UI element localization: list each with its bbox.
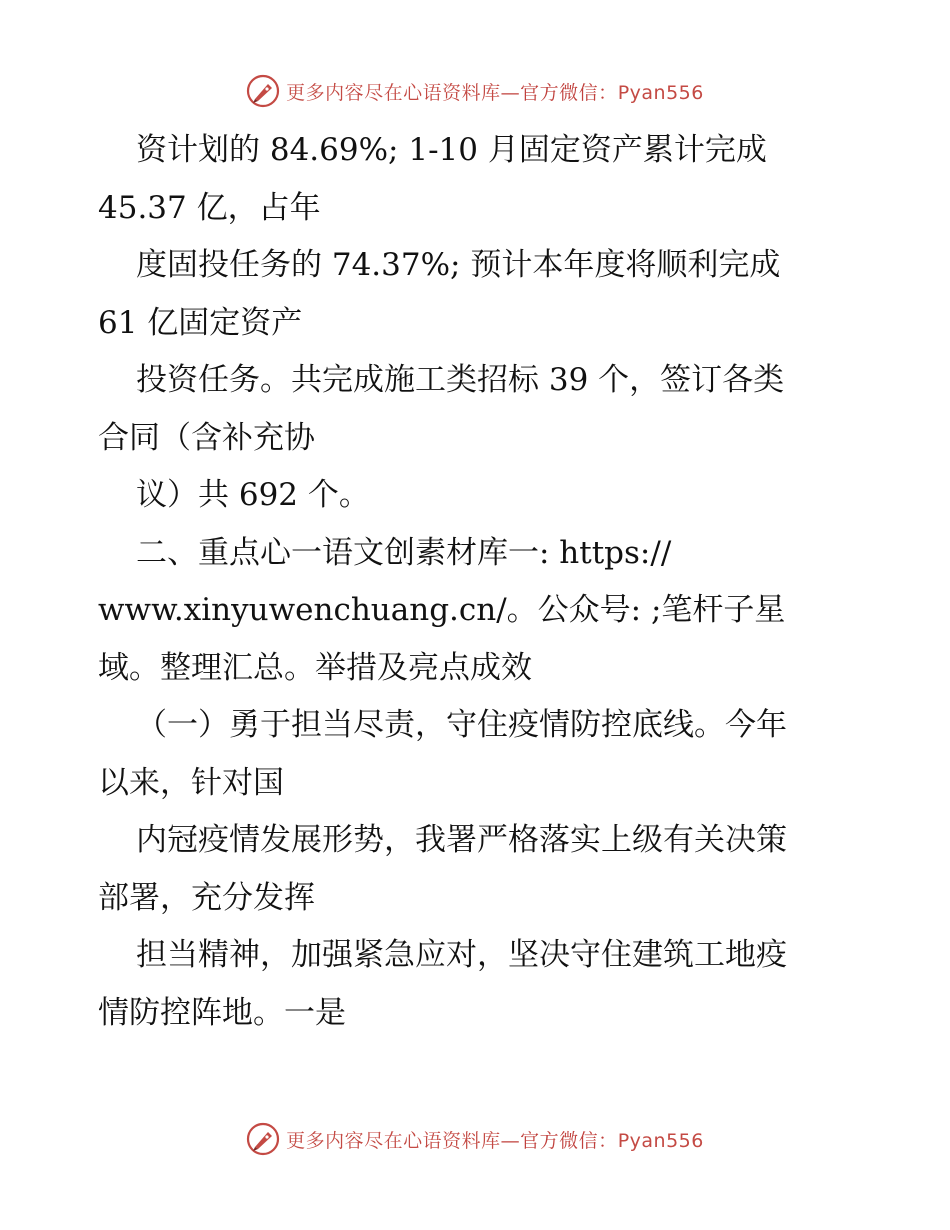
body-line-11: （一）勇于担当尽责，守住疫情防控底线。今年 — [136, 707, 787, 743]
footer-banner-main: 更多内容尽在心语资料库 — [286, 1129, 501, 1152]
body-line-6: 合同（含补充协 — [98, 419, 315, 456]
body-line-10: 域。整理汇总。举措及亮点成效 — [98, 649, 532, 686]
body-line-15: 担当精神，加强紧急应对，坚决守住建筑工地疫 — [136, 937, 787, 973]
body-line-14: 部署，充分发挥 — [98, 879, 315, 916]
header-banner-sep: — — [500, 81, 521, 104]
body-line-2: 45.37 亿，占年 — [98, 189, 321, 226]
pen-nib-logo-icon — [246, 74, 280, 108]
footer-banner-handle: Pyan556 — [617, 1129, 704, 1152]
header-banner — [0, 71, 950, 111]
header-banner-handle: Pyan556 — [617, 81, 704, 104]
body-line-16: 情防控阵地。一是 — [98, 994, 346, 1031]
body-line-8: 二、重点心一语文创素材库一: https:// — [136, 534, 672, 571]
footer-banner-text — [286, 1126, 704, 1153]
body-line-5: 投资任务。共完成施工类招标 39 个，签订各类 — [136, 362, 785, 398]
body-line-4: 61 亿固定资产 — [98, 304, 303, 341]
body-line-12: 以来，针对国 — [98, 764, 284, 801]
body-line-3: 度固投任务的 74.37%; 预计本年度将顺利完成 — [136, 247, 781, 283]
body-line-7: 议）共 692 个。 — [136, 477, 370, 513]
footer-banner — [0, 1119, 950, 1159]
footer-banner-sep: — — [500, 1129, 521, 1152]
body-line-13: 内冠疫情发展形势，我署严格落实上级有关决策 — [136, 822, 787, 858]
header-banner-text — [286, 78, 704, 105]
header-banner-main: 更多内容尽在心语资料库 — [286, 81, 501, 104]
pen-nib-logo-icon — [246, 1122, 280, 1156]
body-line-9: www.xinyuwenchuang.cn/。公众号: ;笔杆子星 — [98, 592, 786, 628]
footer-banner-official: 官方微信： — [520, 1129, 618, 1152]
header-banner-official: 官方微信： — [520, 81, 618, 104]
body-line-1: 资计划的 84.69%; 1-10 月固定资产累计完成 — [136, 132, 767, 168]
body-text — [98, 122, 858, 1042]
